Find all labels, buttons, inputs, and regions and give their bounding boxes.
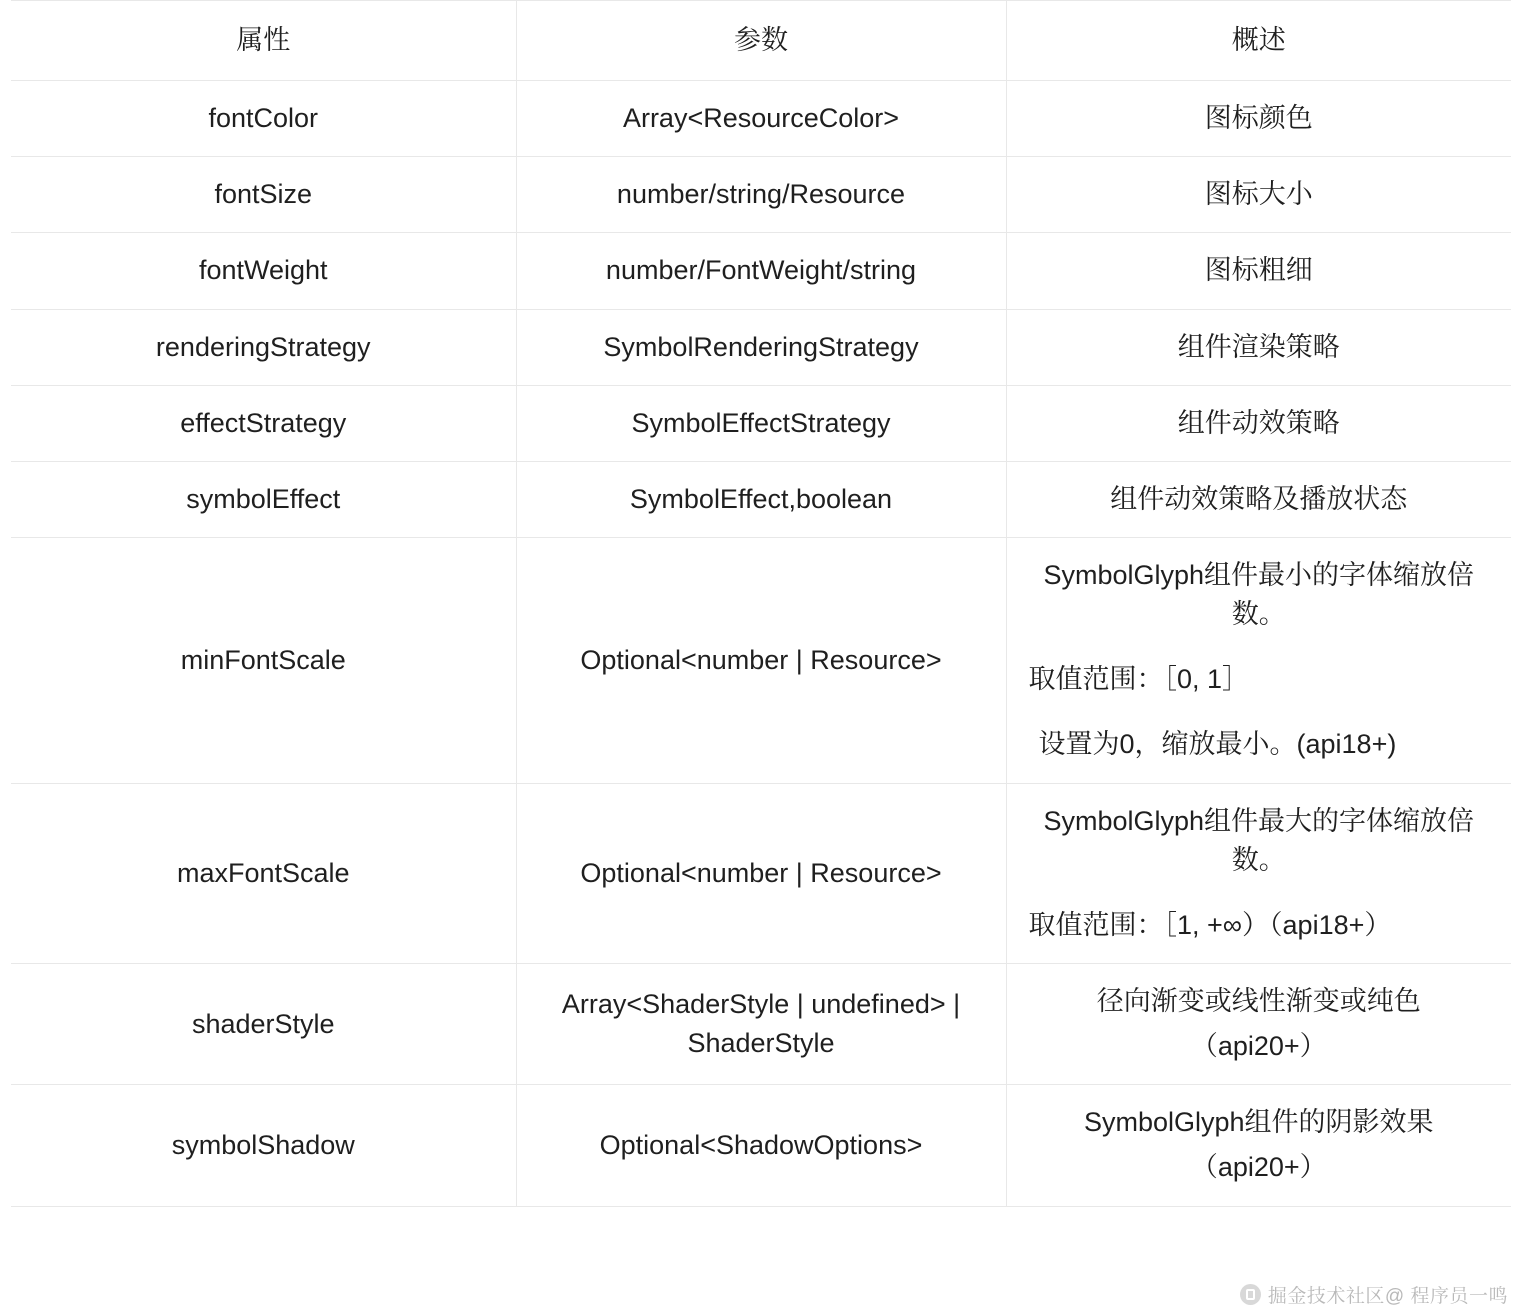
table-row [11,1085,1511,1206]
cell-attribute: renderingStrategy [11,309,516,385]
cell-attribute: symbolEffect [11,461,516,537]
table-row [11,309,1511,385]
desc-line: 径向渐变或线性渐变或纯色 [1096,985,1421,1016]
cell-param: Optional<number | Resource> [516,783,1006,963]
desc-line: （api20+） [1190,1031,1327,1062]
watermark-text: 掘金技术社区@ 程序员一鸣 [1267,1286,1508,1307]
cell-attribute: effectStrategy [11,385,516,461]
table-row [11,963,1511,1084]
cell-desc: 组件渲染策略 [1006,309,1511,385]
column-header-desc: 概述 [1006,1,1511,81]
cell-param: Optional<number | Resource> [516,537,1006,783]
cell-attribute: fontWeight [11,233,516,309]
desc-line: SymbolGlyph组件的阴影效果 [1083,1107,1434,1138]
cell-attribute: shaderStyle [11,963,516,1084]
desc-line: （api20+） [1190,1152,1327,1183]
watermark-logo-icon [1240,1284,1261,1305]
cell-param: Array<ShaderStyle | undefined> | ShaderStyle [516,963,1006,1084]
desc-line: 取值范围：［1, +∞）（api18+） [1028,909,1392,940]
table-row [11,537,1511,783]
table-row [11,783,1511,963]
cell-desc: 图标颜色 [1006,81,1511,157]
table-header [11,1,1511,81]
column-header-param: 参数 [516,1,1006,81]
cell-attribute: fontColor [11,81,516,157]
cell-attribute: maxFontScale [11,783,516,963]
cell-desc: 组件动效策略 [1006,385,1511,461]
cell-param: Array<ResourceColor> [516,81,1006,157]
cell-desc [1006,963,1511,1084]
cell-desc: 组件动效策略及播放状态 [1006,461,1511,537]
table-row [11,461,1511,537]
cell-param: Optional<ShadowOptions> [516,1085,1006,1206]
cell-desc [1006,1085,1511,1206]
desc-line: 设置为0，缩放最小。(api18+) [1038,729,1397,760]
desc-line: SymbolGlyph组件最大的字体缩放倍数。 [1043,805,1475,875]
table-body [11,81,1511,1206]
table-header-row [11,1,1511,81]
desc-line: SymbolGlyph组件最小的字体缩放倍数。 [1043,559,1475,630]
cell-desc [1006,537,1511,783]
cell-param: SymbolEffectStrategy [516,385,1006,461]
column-header-attribute: 属性 [11,1,516,81]
cell-param: number/FontWeight/string [516,233,1006,309]
cell-attribute: fontSize [11,157,516,233]
cell-param: SymbolEffect,boolean [516,461,1006,537]
cell-desc: 图标粗细 [1006,233,1511,309]
table-row [11,385,1511,461]
watermark [1240,1281,1508,1308]
table-row [11,233,1511,309]
cell-param: SymbolRenderingStrategy [516,309,1006,385]
desc-line: 取值范围：［0, 1］ [1028,664,1250,695]
cell-param: number/string/Resource [516,157,1006,233]
cell-attribute: minFontScale [11,537,516,783]
cell-attribute: symbolShadow [11,1085,516,1206]
table-row [11,81,1511,157]
table-row [11,157,1511,233]
cell-desc: 图标大小 [1006,157,1511,233]
api-attributes-table [11,0,1511,1207]
cell-desc [1006,783,1511,963]
